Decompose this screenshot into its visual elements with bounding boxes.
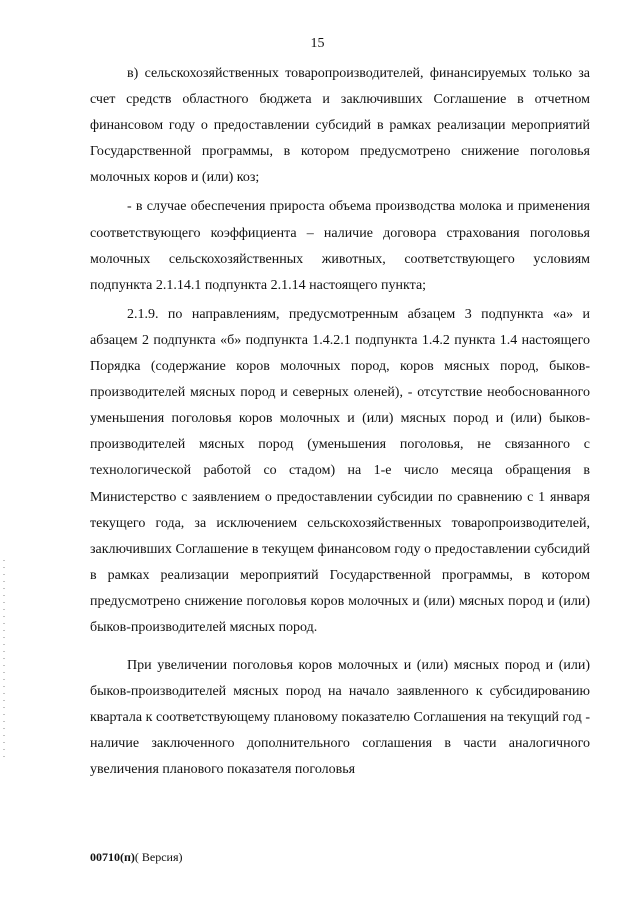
footer-version-label: ( Версия) [134,850,183,864]
paragraph-2-1-9: 2.1.9. по направлениям, предусмотренным абзацем 3 подпункта «а» и абзацем 2 подпункта «б» подпункта 1.4.2.1 подпункта 1.4.2 пункта 1.4 настоящего Порядка (содержание коров молочных пород, коров мясных пород, быков-производителей мясных пород и северных оленей), - отсутствие необоснованного уменьшения поголовья коров молочных и (или) мясных пород и (или) быков-производителей мясных пород (уменьшения поголовья, не связанного с технологической работой со стадом) на 1-е число месяца обращения в Министерство с заявлением о предоставлении субсидии по сравнению с 1 января текущего года, за исключением сельскохозяйственных товаропроизводителей, заключивших Соглашение в текущем финансовом году о предоставлении субсидий в рамках реализации мероприятий Государственной программы, в котором предусмотрено снижение поголовья коров молочных и (или) мясных пород и (или) быков-производителей мясных пород. [90,306,590,635]
footer-document-code: 00710(п) [90,850,135,864]
paragraph-subitem-v: в) сельскохозяйственных товаропроизводителей, финансируемых только за счет средств областного бюджета и заключивших Соглашение в отчетном финансовом году о предоставлении субсидий в рамках реализации мероприятий Государственной программы, в котором предусмотрено снижение поголовья молочных коров и (или) коз; [90,66,590,186]
paragraph-insurance-condition: - в случае обеспечения прироста объема производства молока и применения соответствующего коэффициента – наличие договора страхования поголовья молочных сельскохозяйственных животных, соответствующего условиям подпункта 2.1.14.1 подпункта 2.1.14 настоящего пункта; [90,199,590,293]
page-number: 15 [310,36,325,51]
document-footer [90,850,183,864]
paragraph-livestock-increase: При увеличении поголовья коров молочных и (или) мясных пород и (или) быков-производителей мясных пород на начало заявленного к субсидированию квартала к соответствующему плановому показателю Соглашения на текущий год - наличие заключенного дополнительного соглашения в части аналогичного увеличения планового показателя поголовья [90,658,590,778]
document-body [90,61,590,784]
scan-artifact [3,560,5,760]
